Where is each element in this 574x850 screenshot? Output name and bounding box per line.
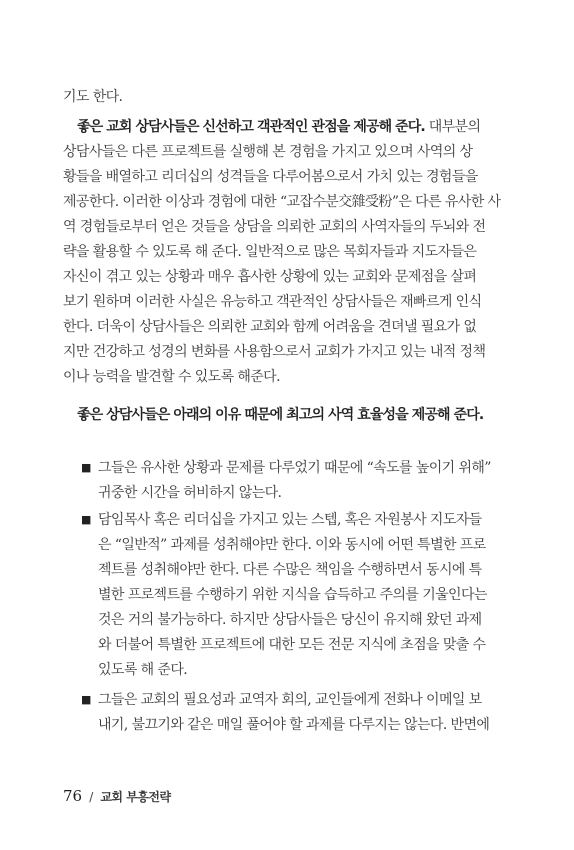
list-item-line: 그들은 유사한 상황과 문제를 다루었기 때문에 “속도를 높이기 위해” xyxy=(98,460,491,476)
text-line: 자신이 겪고 있는 상황과 매우 흡사한 상황에 있는 교회와 문제점을 살펴 xyxy=(63,269,477,285)
list-item-line: 은 “일반적” 과제를 성취해야만 한다. 이와 동시에 어떤 특별한 프로 xyxy=(98,537,486,553)
bullet-marker: ■ xyxy=(81,513,92,526)
text-line: 제공한다. 이러한 이상과 경험에 대한 “교잡수분交雜受粉”은 다른 유사한 사 xyxy=(63,194,501,210)
text-line: 기도 한다. xyxy=(63,89,123,105)
bullet-marker: ■ xyxy=(81,693,92,706)
text-line: 지만 건강하고 성경의 변화를 사용함으로서 교회가 가지고 있는 내적 정책 xyxy=(63,344,486,360)
text-line: 략을 활용할 수 있도록 해 준다. 일반적으로 많은 목회자들과 지도자들은 xyxy=(63,244,477,260)
footer-separator: / xyxy=(89,790,94,804)
bold-sentence: 좋은 상담사들은 아래의 이유 때문에 최고의 사역 효율성을 제공해 준다. xyxy=(77,407,484,423)
text-line: 역 경험들로부터 얻은 것들을 상담을 의뢰한 교회의 사역자들의 두뇌와 전 xyxy=(63,219,486,235)
book-title: 교회 부흥전략 xyxy=(100,790,171,804)
list-item-line: 것은 거의 불가능하다. 하지만 상담사들은 당신이 유지해 왔던 과제 xyxy=(98,612,482,628)
list-item-line: 내기, 불끄기와 같은 매일 풀어야 할 과제를 다루지는 않는다. 반면에 xyxy=(98,717,490,733)
list-item-line: 별한 프로젝트를 수행하기 위한 지식을 습득하고 주의를 기울인다는 xyxy=(98,587,487,603)
page-footer xyxy=(63,786,171,805)
lead-rest-text: 대부분의 xyxy=(424,119,481,135)
list-item-line: 그들은 교회의 필요성과 교역자 회의, 교인들에게 전화나 이메일 보 xyxy=(98,692,482,708)
bold-lead-sentence: 좋은 교회 상담사들은 신선하고 객관적인 관점을 제공해 준다. xyxy=(77,119,425,135)
text-line: 보기 원하며 이러한 사실은 유능하고 객관적인 상담사들은 재빠르게 인식 xyxy=(63,294,482,310)
list-item-line: 담임목사 혹은 리더십을 가지고 있는 스텝, 혹은 자원봉사 지도자들 xyxy=(98,512,482,528)
text-line: 상담사들은 다른 프로젝트를 실행해 본 경험을 가지고 있으며 사역의 상 xyxy=(63,144,473,160)
text-line: 한다. 더욱이 상담사들은 의뢰한 교회와 함께 어려움을 견뎌낼 필요가 없 xyxy=(63,319,477,335)
list-item-line: 귀중한 시간을 허비하지 않는다. xyxy=(98,485,282,501)
list-item-line: 젝트를 성취해야만 한다. 다른 수많은 책임을 수행하면서 동시에 특 xyxy=(98,562,482,578)
page-number: 76 xyxy=(63,787,83,805)
text-line: 이나 능력을 발견할 수 있도록 해준다. xyxy=(63,369,280,385)
list-item-line: 와 더불어 특별한 프로젝트에 대한 모든 전문 지식에 초점을 맞출 수 xyxy=(98,637,486,653)
list-item-line: 있도록 해 준다. xyxy=(98,662,188,678)
paragraph-lead-line xyxy=(77,118,481,136)
bullet-marker: ■ xyxy=(81,461,92,474)
text-line: 황들을 배열하고 리더십의 성격들을 다루어봄으로서 가치 있는 경험들을 xyxy=(63,169,478,185)
